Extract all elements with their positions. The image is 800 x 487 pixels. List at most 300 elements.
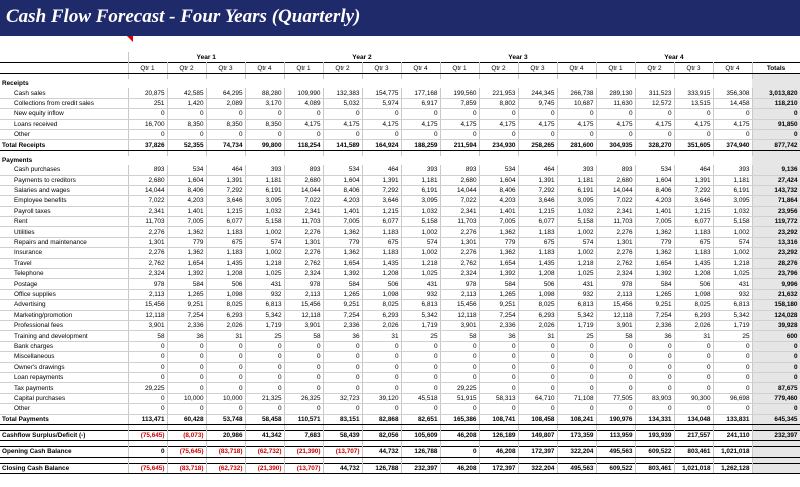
value-cell[interactable]: 1,021,018 — [713, 447, 752, 457]
value-cell[interactable]: 12,572 — [635, 98, 674, 108]
value-cell[interactable]: 0 — [674, 352, 713, 362]
value-cell[interactable]: 58,439 — [323, 430, 362, 440]
value-cell[interactable]: 12,118 — [128, 310, 167, 320]
value-cell[interactable]: 2,341 — [440, 206, 479, 216]
value-cell[interactable]: 5,158 — [713, 217, 752, 227]
value-cell[interactable]: 5,158 — [245, 217, 284, 227]
value-cell[interactable]: 0 — [245, 129, 284, 139]
quarter-header[interactable]: Qtr 1 — [128, 63, 167, 74]
value-cell[interactable]: 15,456 — [440, 300, 479, 310]
value-cell[interactable]: 1,218 — [557, 258, 596, 268]
value-cell[interactable]: 4,203 — [323, 196, 362, 206]
value-cell[interactable]: 322,204 — [518, 463, 557, 473]
value-cell[interactable]: 0 — [362, 129, 401, 139]
value-cell[interactable]: 932 — [245, 289, 284, 299]
total-value-cell[interactable]: 52,355 — [167, 140, 206, 150]
value-cell[interactable]: 0 — [401, 404, 440, 414]
value-cell[interactable]: 58 — [596, 331, 635, 341]
row-total-cell[interactable]: 124,028 — [752, 310, 800, 320]
value-cell[interactable]: 0 — [557, 404, 596, 414]
value-cell[interactable]: 7,254 — [479, 310, 518, 320]
value-cell[interactable]: 172,397 — [518, 447, 557, 457]
value-cell[interactable]: 0 — [206, 404, 245, 414]
value-cell[interactable]: 1,218 — [713, 258, 752, 268]
quarter-header[interactable]: Qtr 2 — [479, 63, 518, 74]
row-label[interactable]: Miscellaneous — [0, 352, 128, 362]
total-value-cell[interactable]: 99,800 — [245, 140, 284, 150]
value-cell[interactable]: 0 — [362, 404, 401, 414]
total-value-cell[interactable]: 108,458 — [518, 414, 557, 424]
value-cell[interactable]: 0 — [245, 352, 284, 362]
value-cell[interactable]: 893 — [284, 165, 323, 175]
row-total-cell[interactable]: 232,397 — [752, 430, 800, 440]
value-cell[interactable]: 0 — [167, 341, 206, 351]
total-value-cell[interactable]: 37,826 — [128, 140, 167, 150]
value-cell[interactable]: 31 — [362, 331, 401, 341]
row-label[interactable]: Insurance — [0, 248, 128, 258]
value-cell[interactable]: 803,461 — [674, 447, 713, 457]
value-cell[interactable]: 4,175 — [674, 119, 713, 129]
value-cell[interactable]: 3,646 — [518, 196, 557, 206]
row-total-cell[interactable]: 9,996 — [752, 279, 800, 289]
value-cell[interactable]: 1,183 — [362, 248, 401, 258]
value-cell[interactable]: 0 — [401, 129, 440, 139]
value-cell[interactable]: 0 — [713, 404, 752, 414]
value-cell[interactable]: 1,098 — [206, 289, 245, 299]
value-cell[interactable]: (75,645) — [167, 447, 206, 457]
year-label[interactable]: Year 1 — [196, 53, 216, 61]
total-value-cell[interactable]: 165,386 — [440, 414, 479, 424]
value-cell[interactable]: 266,738 — [557, 88, 596, 98]
value-cell[interactable]: 221,953 — [479, 88, 518, 98]
value-cell[interactable]: 0 — [713, 129, 752, 139]
value-cell[interactable]: 1,215 — [362, 206, 401, 216]
value-cell[interactable]: 149,807 — [518, 430, 557, 440]
value-cell[interactable]: 1,002 — [401, 248, 440, 258]
value-cell[interactable]: 0 — [713, 362, 752, 372]
value-cell[interactable]: 15,456 — [284, 300, 323, 310]
value-cell[interactable]: 7,254 — [323, 310, 362, 320]
value-cell[interactable]: 105,609 — [401, 430, 440, 440]
value-cell[interactable]: 64,295 — [206, 88, 245, 98]
value-cell[interactable]: 1,604 — [635, 175, 674, 185]
value-cell[interactable]: 7,859 — [440, 98, 479, 108]
value-cell[interactable]: 0 — [596, 129, 635, 139]
value-cell[interactable]: 0 — [245, 362, 284, 372]
value-cell[interactable]: 8,406 — [167, 185, 206, 195]
row-total-cell[interactable]: 23,292 — [752, 227, 800, 237]
value-cell[interactable]: 4,175 — [440, 119, 479, 129]
value-cell[interactable]: 2,113 — [284, 289, 323, 299]
value-cell[interactable]: 1,362 — [479, 248, 518, 258]
quarter-header[interactable]: Qtr 1 — [284, 63, 323, 74]
value-cell[interactable]: (62,732) — [206, 463, 245, 473]
value-cell[interactable]: 311,523 — [635, 88, 674, 98]
value-cell[interactable]: 0 — [713, 352, 752, 362]
row-total-cell[interactable]: 71,864 — [752, 196, 800, 206]
value-cell[interactable]: 1,025 — [713, 269, 752, 279]
value-cell[interactable]: 464 — [674, 165, 713, 175]
value-cell[interactable]: 506 — [362, 279, 401, 289]
value-cell[interactable]: 393 — [713, 165, 752, 175]
value-cell[interactable]: 7,005 — [167, 217, 206, 227]
value-cell[interactable]: 3,095 — [557, 196, 596, 206]
value-cell[interactable]: 0 — [713, 383, 752, 393]
value-cell[interactable]: 6,077 — [362, 217, 401, 227]
value-cell[interactable]: 1,002 — [245, 248, 284, 258]
value-cell[interactable]: 0 — [245, 109, 284, 119]
row-label[interactable]: Utilities — [0, 227, 128, 237]
row-total-cell[interactable]: 91,850 — [752, 119, 800, 129]
value-cell[interactable]: 6,813 — [401, 300, 440, 310]
row-total-cell[interactable]: 0 — [752, 362, 800, 372]
value-cell[interactable]: 0 — [206, 372, 245, 382]
value-cell[interactable]: 2,276 — [596, 227, 635, 237]
value-cell[interactable]: 7,022 — [128, 196, 167, 206]
total-value-cell[interactable]: 53,748 — [206, 414, 245, 424]
value-cell[interactable]: 506 — [206, 279, 245, 289]
value-cell[interactable]: 4,175 — [323, 119, 362, 129]
value-cell[interactable]: 0 — [167, 404, 206, 414]
value-cell[interactable]: (62,732) — [245, 447, 284, 457]
value-cell[interactable]: 126,189 — [479, 430, 518, 440]
value-cell[interactable]: 2,336 — [479, 320, 518, 330]
total-value-cell[interactable]: 74,734 — [206, 140, 245, 150]
total-value-cell[interactable]: 188,259 — [401, 140, 440, 150]
value-cell[interactable]: 20,986 — [206, 430, 245, 440]
value-cell[interactable]: 932 — [713, 289, 752, 299]
value-cell[interactable]: 0 — [128, 372, 167, 382]
value-cell[interactable]: 2,762 — [284, 258, 323, 268]
value-cell[interactable]: 7,005 — [635, 217, 674, 227]
total-value-cell[interactable]: 304,935 — [596, 140, 635, 150]
value-cell[interactable]: 1,208 — [674, 269, 713, 279]
value-cell[interactable]: 1,002 — [557, 227, 596, 237]
value-cell[interactable]: 173,359 — [557, 430, 596, 440]
value-cell[interactable]: 2,276 — [596, 248, 635, 258]
value-cell[interactable]: 45,518 — [401, 393, 440, 403]
year-label[interactable]: Year 2 — [352, 53, 372, 61]
value-cell[interactable]: 893 — [128, 165, 167, 175]
value-cell[interactable]: 2,113 — [128, 289, 167, 299]
value-cell[interactable]: 31 — [206, 331, 245, 341]
value-cell[interactable]: 4,175 — [596, 119, 635, 129]
value-cell[interactable]: 0 — [557, 129, 596, 139]
row-label[interactable]: Closing Cash Balance — [0, 463, 128, 473]
total-value-cell[interactable]: 141,589 — [323, 140, 362, 150]
total-value-cell[interactable]: 110,571 — [284, 414, 323, 424]
value-cell[interactable]: 2,026 — [674, 320, 713, 330]
value-cell[interactable]: 0 — [674, 362, 713, 372]
value-cell[interactable]: 1,654 — [479, 258, 518, 268]
value-cell[interactable]: 1,265 — [635, 289, 674, 299]
value-cell[interactable]: 1,401 — [635, 206, 674, 216]
value-cell[interactable]: 4,175 — [362, 119, 401, 129]
value-cell[interactable]: 779 — [479, 237, 518, 247]
value-cell[interactable]: 1,391 — [518, 175, 557, 185]
value-cell[interactable]: 0 — [596, 372, 635, 382]
value-cell[interactable]: 7,292 — [518, 185, 557, 195]
value-cell[interactable]: 1,218 — [401, 258, 440, 268]
value-cell[interactable]: 1,719 — [401, 320, 440, 330]
value-cell[interactable]: 0 — [284, 372, 323, 382]
value-cell[interactable]: 2,341 — [596, 206, 635, 216]
value-cell[interactable]: 36 — [323, 331, 362, 341]
value-cell[interactable]: 11,703 — [596, 217, 635, 227]
value-cell[interactable]: 0 — [518, 383, 557, 393]
totals-blank-cell[interactable] — [752, 79, 800, 88]
value-cell[interactable]: 20,875 — [128, 88, 167, 98]
value-cell[interactable]: 333,915 — [674, 88, 713, 98]
row-total-cell[interactable]: 779,460 — [752, 393, 800, 403]
row-label[interactable]: Payroll taxes — [0, 206, 128, 216]
value-cell[interactable]: 1,719 — [713, 320, 752, 330]
row-total-cell[interactable]: 13,316 — [752, 237, 800, 247]
value-cell[interactable]: 1,215 — [206, 206, 245, 216]
value-cell[interactable]: 0 — [479, 404, 518, 414]
value-cell[interactable]: 2,680 — [596, 175, 635, 185]
value-cell[interactable]: 29,225 — [440, 383, 479, 393]
value-cell[interactable]: 172,397 — [479, 463, 518, 473]
value-cell[interactable]: 584 — [167, 279, 206, 289]
row-label[interactable]: Telephone — [0, 269, 128, 279]
value-cell[interactable]: 4,203 — [635, 196, 674, 206]
value-cell[interactable]: 0 — [596, 362, 635, 372]
value-cell[interactable]: 0 — [479, 109, 518, 119]
value-cell[interactable]: 1,604 — [167, 175, 206, 185]
row-total-cell[interactable]: 0 — [752, 109, 800, 119]
value-cell[interactable]: 1,032 — [245, 206, 284, 216]
value-cell[interactable]: 6,813 — [713, 300, 752, 310]
value-cell[interactable]: 609,522 — [635, 447, 674, 457]
value-cell[interactable]: 4,175 — [518, 119, 557, 129]
value-cell[interactable]: 0 — [167, 362, 206, 372]
value-cell[interactable]: 5,974 — [362, 98, 401, 108]
value-cell[interactable]: 0 — [167, 352, 206, 362]
value-cell[interactable]: 1,183 — [362, 227, 401, 237]
value-cell[interactable]: (21,390) — [245, 463, 284, 473]
row-label[interactable]: Opening Cash Balance — [0, 447, 128, 457]
value-cell[interactable]: 14,458 — [713, 98, 752, 108]
value-cell[interactable]: 88,280 — [245, 88, 284, 98]
row-label[interactable]: Other — [0, 404, 128, 414]
value-cell[interactable]: 3,901 — [128, 320, 167, 330]
value-cell[interactable]: 4,175 — [284, 119, 323, 129]
value-cell[interactable]: 0 — [635, 362, 674, 372]
value-cell[interactable]: 2,762 — [596, 258, 635, 268]
value-cell[interactable]: 1,391 — [362, 175, 401, 185]
row-label[interactable]: Marketing/promotion — [0, 310, 128, 320]
value-cell[interactable]: 41,342 — [245, 430, 284, 440]
value-cell[interactable]: 12,118 — [596, 310, 635, 320]
value-cell[interactable]: 0 — [479, 362, 518, 372]
value-cell[interactable]: 2,341 — [128, 206, 167, 216]
value-cell[interactable]: 0 — [167, 109, 206, 119]
row-total-cell[interactable]: 3,013,820 — [752, 88, 800, 98]
value-cell[interactable]: 1,654 — [323, 258, 362, 268]
value-cell[interactable]: 6,917 — [401, 98, 440, 108]
row-label[interactable]: Repairs and maintenance — [0, 237, 128, 247]
section-heading[interactable]: Payments — [2, 156, 33, 164]
value-cell[interactable]: (83,718) — [167, 463, 206, 473]
value-cell[interactable]: 1,391 — [206, 175, 245, 185]
value-cell[interactable]: 8,406 — [323, 185, 362, 195]
value-cell[interactable]: 3,646 — [206, 196, 245, 206]
value-cell[interactable]: 0 — [518, 109, 557, 119]
value-cell[interactable]: 1,392 — [323, 269, 362, 279]
value-cell[interactable]: 2,026 — [518, 320, 557, 330]
value-cell[interactable]: 289,130 — [596, 88, 635, 98]
value-cell[interactable]: 7,005 — [479, 217, 518, 227]
value-cell[interactable]: 0 — [401, 383, 440, 393]
value-cell[interactable]: 5,342 — [557, 310, 596, 320]
value-cell[interactable]: 0 — [674, 383, 713, 393]
value-cell[interactable]: 1,218 — [245, 258, 284, 268]
row-label[interactable]: Rent — [0, 217, 128, 227]
value-cell[interactable]: 1,208 — [518, 269, 557, 279]
value-cell[interactable]: 0 — [440, 341, 479, 351]
value-cell[interactable]: 0 — [167, 129, 206, 139]
value-cell[interactable]: 0 — [206, 362, 245, 372]
value-cell[interactable]: 6,813 — [245, 300, 284, 310]
value-cell[interactable]: 0 — [596, 352, 635, 362]
value-cell[interactable]: 574 — [401, 237, 440, 247]
value-cell[interactable]: 77,505 — [596, 393, 635, 403]
value-cell[interactable]: 393 — [401, 165, 440, 175]
value-cell[interactable]: 1,215 — [518, 206, 557, 216]
value-cell[interactable]: 574 — [713, 237, 752, 247]
value-cell[interactable]: 0 — [128, 109, 167, 119]
total-value-cell[interactable]: 190,976 — [596, 414, 635, 424]
value-cell[interactable]: 14,044 — [596, 185, 635, 195]
value-cell[interactable]: 0 — [713, 341, 752, 351]
value-cell[interactable]: 893 — [440, 165, 479, 175]
value-cell[interactable]: 14,044 — [128, 185, 167, 195]
value-cell[interactable]: 251 — [128, 98, 167, 108]
value-cell[interactable]: 0 — [362, 383, 401, 393]
value-cell[interactable]: 2,276 — [128, 248, 167, 258]
value-cell[interactable]: 154,775 — [362, 88, 401, 98]
value-cell[interactable]: 5,158 — [557, 217, 596, 227]
value-cell[interactable]: 779 — [167, 237, 206, 247]
value-cell[interactable]: 244,345 — [518, 88, 557, 98]
value-cell[interactable]: 1,098 — [362, 289, 401, 299]
value-cell[interactable]: (13,707) — [284, 463, 323, 473]
row-total-cell[interactable]: 0 — [752, 404, 800, 414]
value-cell[interactable]: 11,703 — [284, 217, 323, 227]
value-cell[interactable]: 25 — [557, 331, 596, 341]
row-label[interactable]: Salaries and wages — [0, 185, 128, 195]
value-cell[interactable]: 1,215 — [674, 206, 713, 216]
value-cell[interactable]: (8,073) — [167, 430, 206, 440]
value-cell[interactable]: 51,915 — [440, 393, 479, 403]
value-cell[interactable]: 0 — [440, 447, 479, 457]
value-cell[interactable]: 11,703 — [440, 217, 479, 227]
value-cell[interactable]: 25 — [713, 331, 752, 341]
value-cell[interactable]: 12,118 — [440, 310, 479, 320]
value-cell[interactable]: 0 — [128, 404, 167, 414]
row-total-cell[interactable]: 23,796 — [752, 269, 800, 279]
value-cell[interactable]: 534 — [479, 165, 518, 175]
value-cell[interactable]: 675 — [362, 237, 401, 247]
value-cell[interactable]: 0 — [284, 129, 323, 139]
value-cell[interactable]: 1,604 — [479, 175, 518, 185]
value-cell[interactable]: 199,560 — [440, 88, 479, 98]
value-cell[interactable]: 3,901 — [440, 320, 479, 330]
value-cell[interactable]: 5,342 — [245, 310, 284, 320]
quarter-header[interactable]: Qtr 2 — [323, 63, 362, 74]
value-cell[interactable]: 0 — [596, 404, 635, 414]
total-label[interactable]: Total Receipts — [0, 140, 128, 150]
quarter-header[interactable]: Qtr 3 — [206, 63, 245, 74]
value-cell[interactable]: 42,585 — [167, 88, 206, 98]
value-cell[interactable]: 1,183 — [518, 227, 557, 237]
value-cell[interactable]: 7,292 — [206, 185, 245, 195]
value-cell[interactable]: 5,342 — [401, 310, 440, 320]
value-cell[interactable]: 2,324 — [440, 269, 479, 279]
value-cell[interactable]: 1,435 — [674, 258, 713, 268]
total-value-cell[interactable]: 82,651 — [401, 414, 440, 424]
value-cell[interactable]: 1,604 — [323, 175, 362, 185]
value-cell[interactable]: 113,959 — [596, 430, 635, 440]
value-cell[interactable]: 8,802 — [479, 98, 518, 108]
value-cell[interactable]: 109,990 — [284, 88, 323, 98]
value-cell[interactable]: 10,000 — [206, 393, 245, 403]
value-cell[interactable]: 0 — [128, 393, 167, 403]
value-cell[interactable]: 534 — [323, 165, 362, 175]
value-cell[interactable]: 0 — [596, 341, 635, 351]
value-cell[interactable]: 393 — [245, 165, 284, 175]
value-cell[interactable]: 25 — [245, 331, 284, 341]
value-cell[interactable]: 36 — [635, 331, 674, 341]
row-total-cell[interactable]: 0 — [752, 129, 800, 139]
value-cell[interactable]: 71,108 — [557, 393, 596, 403]
value-cell[interactable]: 1,719 — [245, 320, 284, 330]
value-cell[interactable]: 8,025 — [518, 300, 557, 310]
row-total-cell[interactable]: 0 — [752, 352, 800, 362]
section-heading[interactable]: Receipts — [2, 80, 29, 88]
total-value-cell[interactable]: 164,924 — [362, 140, 401, 150]
value-cell[interactable]: 0 — [518, 341, 557, 351]
total-value-cell[interactable]: 113,471 — [128, 414, 167, 424]
value-cell[interactable]: 803,461 — [635, 463, 674, 473]
value-cell[interactable]: 2,336 — [635, 320, 674, 330]
row-label[interactable]: Training and development — [0, 331, 128, 341]
value-cell[interactable]: 0 — [713, 109, 752, 119]
value-cell[interactable]: 2,336 — [323, 320, 362, 330]
value-cell[interactable]: 675 — [206, 237, 245, 247]
value-cell[interactable]: 0 — [674, 129, 713, 139]
value-cell[interactable]: 0 — [674, 341, 713, 351]
value-cell[interactable]: 90,300 — [674, 393, 713, 403]
value-cell[interactable]: 0 — [245, 404, 284, 414]
value-cell[interactable]: 322,204 — [557, 447, 596, 457]
value-cell[interactable]: 1,183 — [206, 227, 245, 237]
row-label[interactable]: Loan repayments — [0, 372, 128, 382]
value-cell[interactable]: 0 — [479, 352, 518, 362]
value-cell[interactable]: 0 — [128, 362, 167, 372]
value-cell[interactable]: 0 — [674, 372, 713, 382]
value-cell[interactable]: 1,098 — [674, 289, 713, 299]
value-cell[interactable]: 46,208 — [440, 463, 479, 473]
value-cell[interactable]: 0 — [323, 372, 362, 382]
totals-header[interactable]: Totals — [752, 63, 800, 74]
row-label[interactable]: Capital purchases — [0, 393, 128, 403]
value-cell[interactable]: 0 — [401, 352, 440, 362]
value-cell[interactable]: 2,113 — [440, 289, 479, 299]
value-cell[interactable]: 2,680 — [284, 175, 323, 185]
value-cell[interactable]: 0 — [674, 109, 713, 119]
